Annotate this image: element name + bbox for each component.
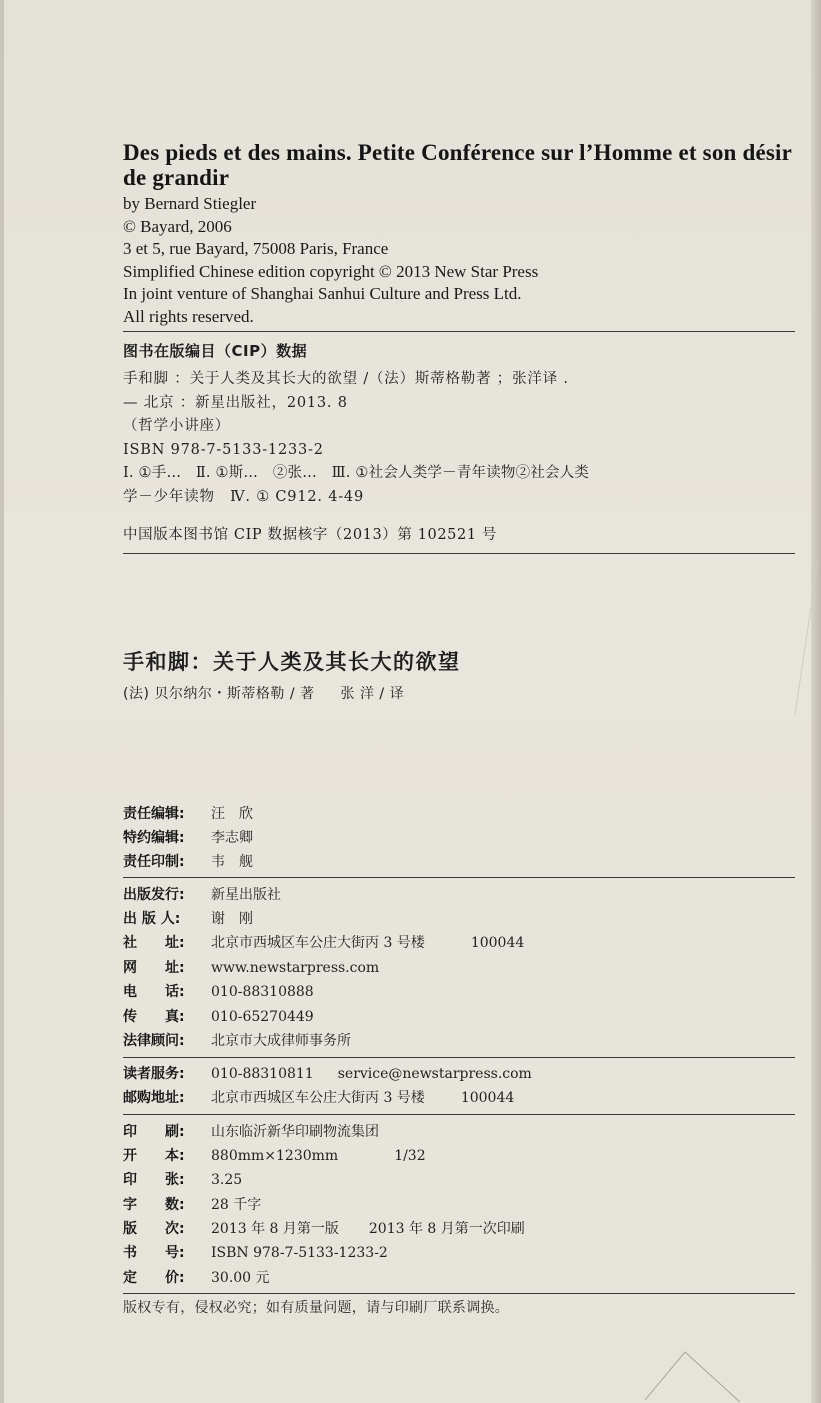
divider (123, 877, 795, 878)
info-row (123, 1120, 379, 1145)
cip-line: 手和脚 ：关于人类及其长大的欲望 /（法）斯蒂格勒著 ；张洋译 . (123, 371, 569, 387)
paper-crease (790, 560, 820, 720)
venture-line: In joint venture of Shanghai Sanhui Culture and Press Ltd. (123, 284, 522, 303)
info-value: 010-88310888 (211, 984, 314, 1000)
info-value: 山东临沂新华印刷物流集团 (211, 1124, 379, 1140)
english-copyright-lines (123, 193, 795, 328)
info-label: 法律顾问: (123, 1033, 185, 1049)
info-row (123, 1217, 525, 1242)
info-value: 010-65270449 (211, 1009, 314, 1025)
info-label: 读者服务: (123, 1066, 185, 1082)
book-credits (123, 683, 795, 705)
cip-line: 学－少年读物 Ⅳ. ① C912. 4-49 (123, 488, 364, 505)
info-label: 字 数: (123, 1197, 185, 1213)
info-value: 3.25 (211, 1172, 243, 1188)
page-edge-left (0, 0, 4, 1403)
info-row (123, 907, 253, 932)
divider (123, 331, 795, 332)
info-row (123, 1029, 351, 1054)
info-label: 印 张: (123, 1172, 185, 1188)
divider (123, 553, 795, 554)
copyright-notice: 版权专有，侵权必究；如有质量问题，请与印刷厂联系调换。 (123, 1300, 510, 1316)
info-row (123, 1144, 426, 1169)
info-row (123, 1241, 388, 1266)
info-value: 北京市西城区车公庄大街丙 3 号楼 (211, 1090, 425, 1106)
info-row (123, 931, 524, 956)
cip-record-number: 中国版本图书馆 CIP 数据核字（2013）第 102521 号 (123, 527, 497, 543)
info-extra: 1/32 (394, 1148, 426, 1164)
translator-credit: 张 洋 / 译 (340, 686, 405, 702)
info-value: 李志卿 (211, 830, 253, 846)
info-label: 出 版 人: (123, 911, 181, 927)
info-row (123, 1193, 261, 1218)
info-extra: service@newstarpress.com (337, 1066, 532, 1082)
info-label: 开 本: (123, 1148, 185, 1164)
info-row (123, 1266, 270, 1291)
info-row (123, 826, 253, 851)
info-label: 责任编辑: (123, 806, 185, 822)
author-line: by Bernard Stiegler (123, 194, 257, 213)
info-label: 版 次: (123, 1221, 185, 1237)
info-label: 电 话: (123, 984, 185, 1000)
info-row (123, 956, 379, 981)
info-row (123, 1005, 314, 1030)
cip-line: Ⅰ. ①手… Ⅱ. ①斯… ②张… Ⅲ. ①社会人类学－青年读物②社会人类 (123, 465, 590, 481)
info-label: 定 价: (123, 1270, 185, 1286)
info-row (123, 850, 253, 875)
info-label: 社 址: (123, 935, 185, 951)
info-row (123, 1086, 514, 1111)
info-extra: 100044 (470, 935, 525, 951)
info-row (123, 980, 314, 1005)
original-title: Des pieds et des mains. Petite Conférence sur l’Homme et son désir de grandir (123, 140, 792, 190)
info-row (123, 1062, 532, 1087)
info-value: 北京市大成律师事务所 (211, 1033, 351, 1049)
info-value: 2013 年 8 月第一版 (211, 1221, 339, 1237)
info-value: 28 千字 (211, 1197, 262, 1213)
info-row (123, 802, 253, 827)
cip-body (123, 368, 795, 509)
divider (123, 1114, 795, 1115)
info-label: 邮购地址: (123, 1090, 185, 1106)
address-line: 3 et 5, rue Bayard, 75008 Paris, France (123, 239, 389, 258)
info-value: ISBN 978-7-5133-1233-2 (211, 1245, 388, 1261)
info-label: 传 真: (123, 1009, 185, 1025)
info-value: 韦 舰 (211, 854, 253, 870)
cip-heading: 图书在版编目（CIP）数据 (123, 342, 308, 360)
info-extra: 2013 年 8 月第一次印刷 (368, 1221, 525, 1237)
info-value: 汪 欣 (211, 806, 253, 822)
info-label: 特约编辑: (123, 830, 185, 846)
edition-line: Simplified Chinese edition copyright © 2013 New Star Press (123, 261, 539, 281)
cip-line: — 北京 ：新星出版社，2013. 8 (123, 394, 348, 411)
info-row (123, 1168, 242, 1193)
divider (123, 1293, 795, 1294)
info-value: 北京市西城区车公庄大街丙 3 号楼 (211, 935, 425, 951)
info-value: www.newstarpress.com (211, 960, 380, 976)
paper-crease (640, 1340, 750, 1403)
cip-line: ISBN 978-7-5133-1233-2 (123, 441, 324, 458)
author-credit: (法) 贝尔纳尔・斯蒂格勒 / 著 (123, 686, 315, 702)
cip-line: （哲学小讲座） (123, 418, 231, 434)
info-value: 880mm×1230mm (211, 1148, 339, 1164)
info-row (123, 883, 281, 908)
info-value: 010-88310811 (211, 1066, 314, 1082)
book-title: 手和脚：关于人类及其长大的欲望 (123, 650, 461, 674)
info-value: 谢 刚 (211, 911, 253, 927)
info-extra: 100044 (460, 1090, 515, 1106)
divider (123, 1057, 795, 1058)
info-label: 书 号: (123, 1245, 185, 1261)
info-label: 网 址: (123, 960, 185, 976)
info-value: 30.00 元 (211, 1270, 270, 1286)
copyright-line: © Bayard, 2006 (123, 216, 232, 236)
info-label: 出版发行: (123, 887, 185, 903)
info-label: 印 刷: (123, 1124, 185, 1140)
rights-line: All rights reserved. (123, 306, 254, 326)
info-value: 新星出版社 (211, 887, 281, 903)
info-label: 责任印制: (123, 854, 185, 870)
